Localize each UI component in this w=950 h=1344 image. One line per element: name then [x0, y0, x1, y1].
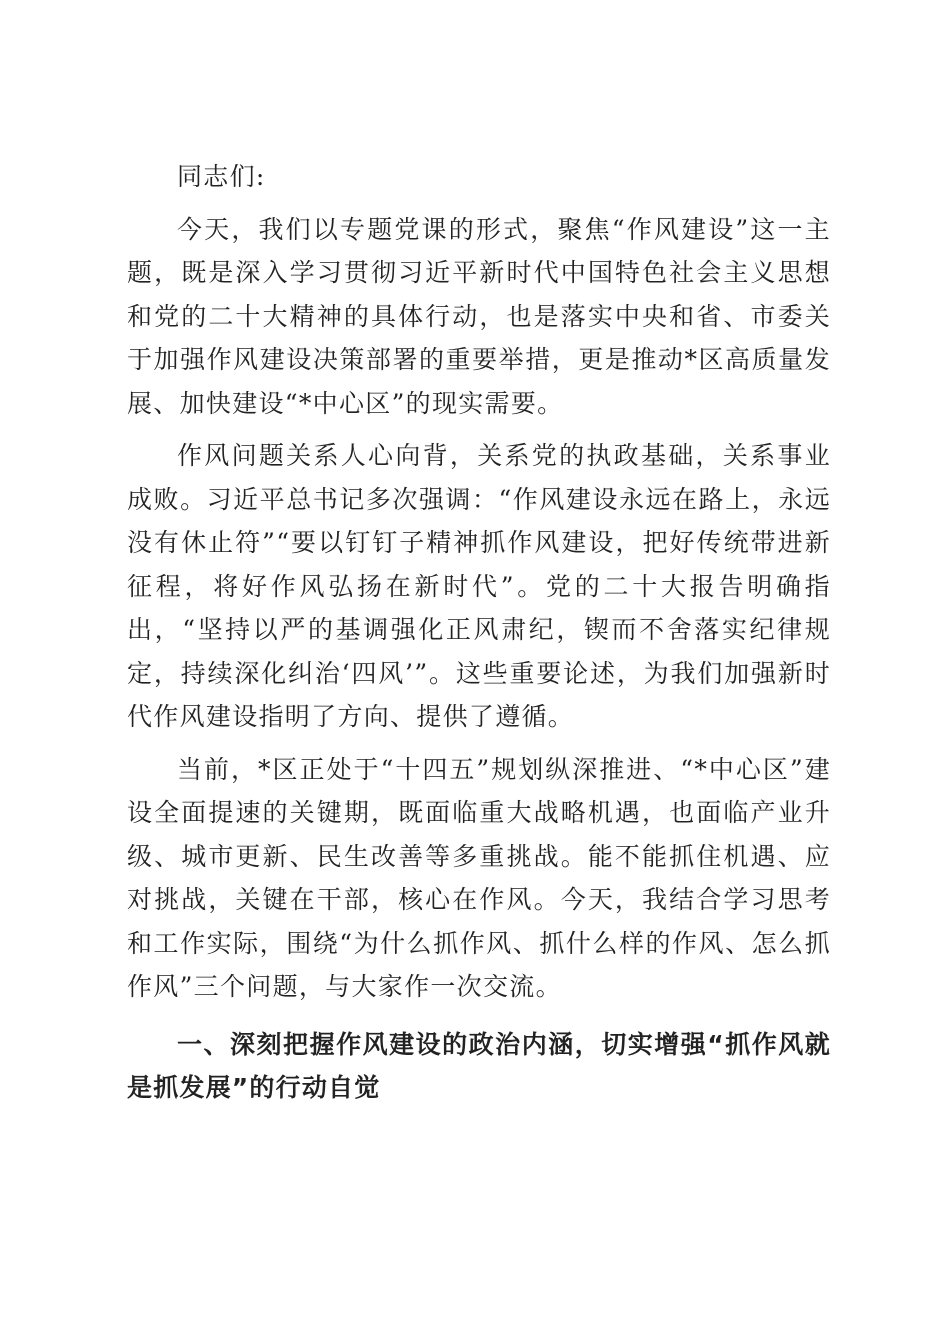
paragraph-intro: 今天，我们以专题党课的形式，聚焦“作风建设”这一主题，既是深入学习贯彻习近平新时代中国特色社会主义思想和党的二十大精神的具体行动，也是落实中央和省、市委关于加强作风建设决策部署的重要举措，更是推动*区高质量发展、加快建设“*中心区”的现实需要。: [127, 214, 831, 418]
paragraph-importance: 作风问题关系人心向背，关系党的执政基础，关系事业成败。习近平总书记多次强调：“作风建设永远在路上，永远没有休止符”“要以钉钉子精神抓作风建设，把好传统带进新征程，将好作风弘扬在新时代”。党的二十大报告明确指出，“坚持以严的基调强化正风肃纪，锲而不舍落实纪律规定，持续深化纠治‘四风’”。这些重要论述，为我们加强新时代作风建设指明了方向、提供了遵循。: [127, 441, 831, 731]
document-body: [127, 155, 831, 1119]
section-heading: 一、深刻把握作风建设的政治内涵，切实增强“抓作风就是抓发展”的行动自觉: [127, 1029, 831, 1102]
paragraph-context: 当前，*区正处于“十四五”规划纵深推进、“*中心区”建设全面提速的关键期，既面临重大战略机遇，也面临产业升级、城市更新、民生改善等多重挑战。能不能抓住机遇、应对挑战，关键在干部，核心在作风。今天，我结合学习思考和工作实际，围绕“为什么抓作风、抓什么样的作风、怎么抓作风”三个问题，与大家作一次交流。: [127, 754, 831, 1001]
salutation: 同志们:: [177, 162, 266, 191]
